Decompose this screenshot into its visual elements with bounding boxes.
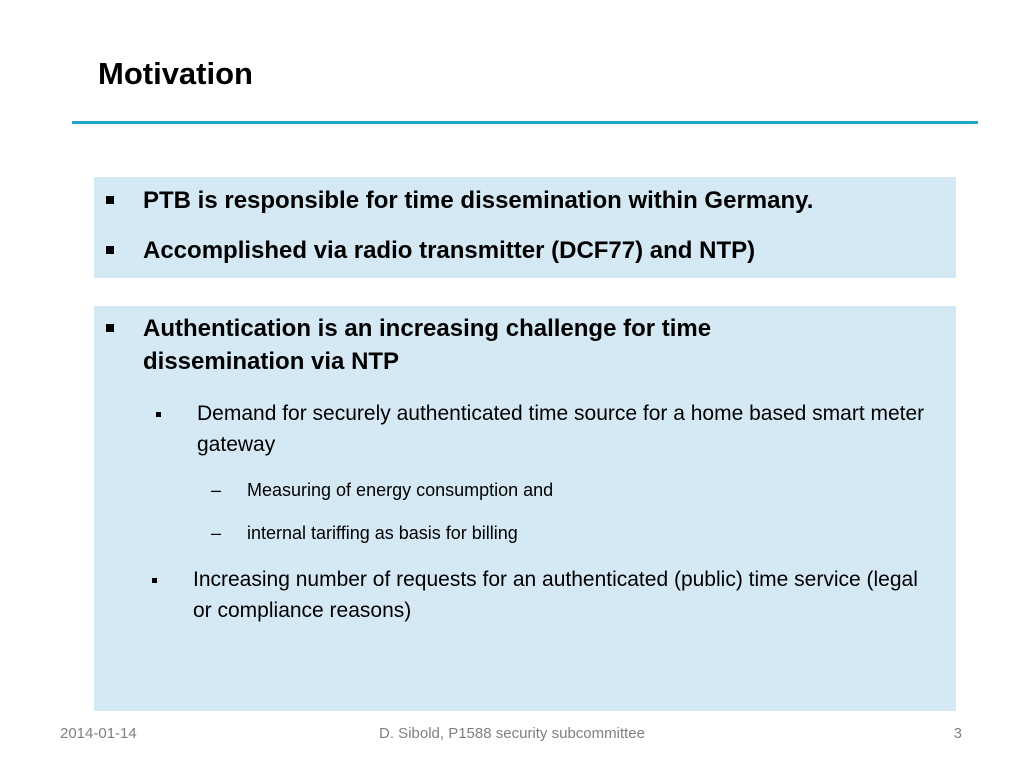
small-square-bullet-icon	[152, 578, 157, 583]
square-bullet-icon	[106, 196, 114, 204]
footer-page-number: 3	[953, 725, 962, 742]
footer-presenter: D. Sibold, P1588 security subcommittee	[379, 725, 645, 742]
sub-bullet-text: Increasing number of requests for an authenticated (public) time service (legal or compliance reasons)	[193, 568, 918, 622]
highlight-box-2	[94, 306, 956, 711]
dash-bullet-icon: –	[211, 480, 222, 500]
dash-bullet-icon: –	[211, 523, 222, 543]
square-bullet-icon	[106, 246, 114, 254]
sub-bullet-text: Demand for securely authenticated time source for a home based smart meter gateway	[197, 402, 925, 456]
bullet-text: Authentication is an increasing challenge for time dissemination via NTP	[143, 315, 712, 375]
small-square-bullet-icon	[156, 412, 161, 417]
bullet-item-authentication	[143, 312, 843, 378]
dash-item-text: Measuring of energy consumption and	[247, 480, 554, 500]
bullet-text: PTB is responsible for time dissemination within Germany.	[143, 187, 814, 214]
square-bullet-icon	[106, 324, 114, 332]
dash-item-tariffing	[211, 520, 927, 546]
highlight-box-1	[94, 177, 956, 278]
bullet-item-accomplished	[143, 234, 943, 267]
slide-title: Motivation	[98, 56, 253, 91]
dash-item-measuring	[211, 477, 927, 503]
bullet-text: Accomplished via radio transmitter (DCF77) and NTP)	[143, 237, 756, 264]
bullet-item-ptb	[143, 184, 943, 217]
sub-bullet-demand	[197, 398, 947, 460]
footer-date: 2014-01-14	[60, 725, 137, 742]
sub-bullet-requests	[193, 564, 933, 626]
title-divider	[72, 121, 978, 124]
dash-item-text: internal tariffing as basis for billing	[247, 523, 518, 543]
